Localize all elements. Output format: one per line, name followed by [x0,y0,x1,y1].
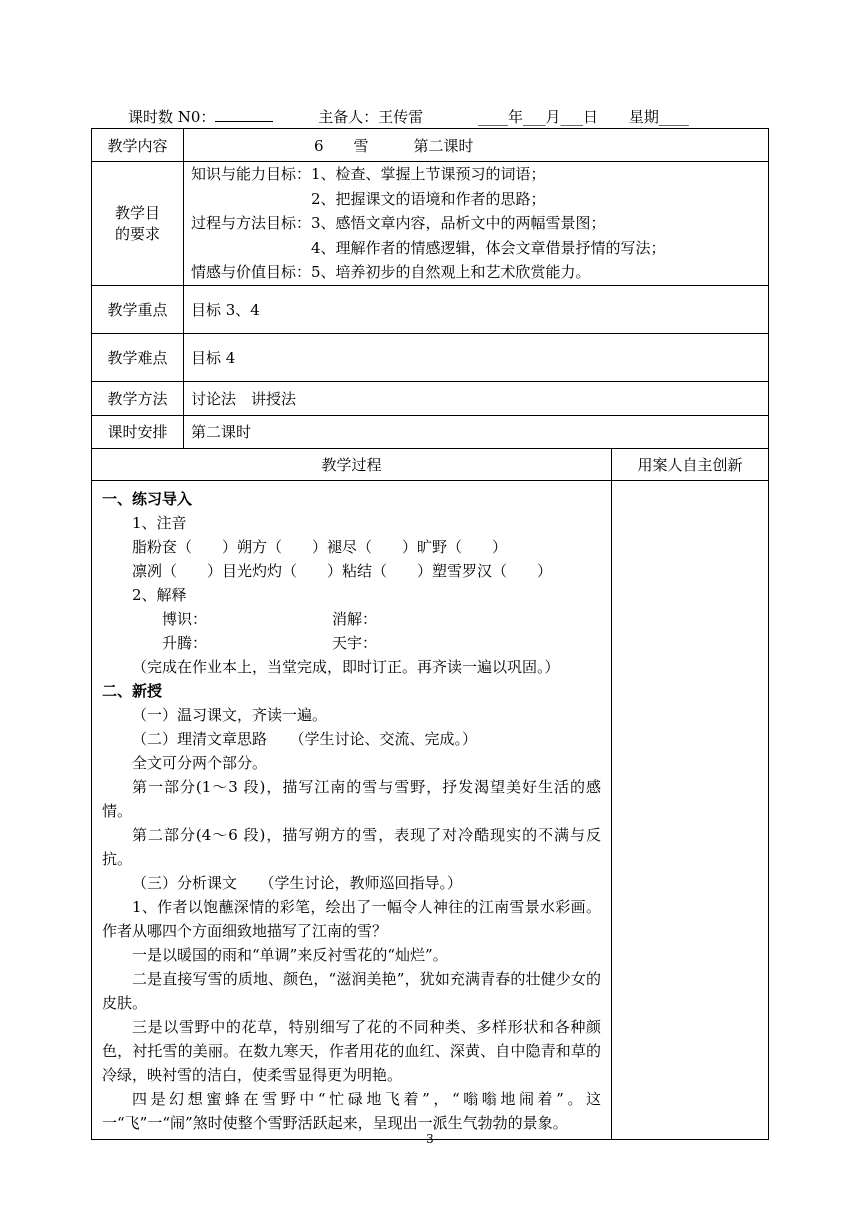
method-value: 讨论法 讲授法 [184,381,769,415]
row-schedule [92,415,769,448]
goal-line: 情感与价值目标：5、培养初步的自然观上和艺术欣赏能力。 [191,263,591,281]
pinyin-line: 脂粉奁（ ）朔方（ ）褪尽（ ）旷野（ ） [132,537,508,556]
process-label: 教学过程 [92,448,612,480]
instruction-note: （完成在作业本上，当堂完成，即时订正。再齐读一遍以巩固。） [132,657,560,676]
lesson-plan-table [91,128,769,1140]
row-key-points [92,285,769,333]
page-header [128,106,689,127]
schedule-label: 课时安排 [92,415,184,448]
paragraph: 四是幻想蜜蜂在雪野中“忙碌地飞着”，“嗡嗡地闹着”。这一“飞”一“闹”煞时使整个雪野活跃起来，呈现出一派生气勃勃的景象。 [102,1089,601,1132]
goal-line: 过程与方法目标：3、感悟文章内容，品析文中的两幅雪景图； [191,214,606,232]
key-label: 教学重点 [92,285,184,333]
goals-label: 教学目 的要求 [92,162,184,286]
innovation-label: 用案人自主创新 [612,448,769,480]
paragraph: 第一部分(1～3 段)，描写江南的雪与雪野，抒发渴望美好生活的感情。 [102,777,601,820]
row-goals [92,162,769,286]
goals-list [184,162,769,286]
weekday-field: 星期____ [628,108,689,126]
pinyin-line: 凛冽（ ）目光灼灼（ ）粘结（ ）塑雪罗汉（ ） [132,561,553,580]
explain-line: 升腾： 天宇： [162,633,378,652]
key-value: 目标 3、4 [184,285,769,333]
row-content [92,129,769,162]
innovation-cell [612,480,769,1139]
row-process-header [92,448,769,480]
lesson-number-blank [215,107,273,122]
paragraph: 1、作者以饱蘸深情的彩笔，绘出了一幅令人神往的江南雪景水彩画。作者从哪四个方面细致地描写了江南的雪？ [102,897,601,940]
goal-line: 4、理解作者的情感逻辑，体会文章借景抒情的写法； [191,238,666,257]
method-label: 教学方法 [92,381,184,415]
section-title: 二、新授 [102,681,163,700]
goal-line: 2、把握课文的语境和作者的思路； [191,189,546,208]
content-value: 6 雪 第二课时 [184,129,769,162]
section-title: 一、练习导入 [102,489,193,508]
preparer: 主备人：王传雷 [318,108,424,126]
step: （二）理清文章思路 （学生讨论、交流、完成。） [132,729,478,748]
page-number: 3 [426,1132,434,1146]
row-difficult-points [92,333,769,381]
subsection: 1、注音 [132,513,187,532]
step: （一）温习课文，齐读一遍。 [132,705,328,724]
paragraph: 二是直接写雪的质地、颜色，“滋润美艳”，犹如充满青春的壮健少女的皮肤。 [102,969,601,1012]
subsection: 2、解释 [132,585,187,604]
row-process-body [92,480,769,1139]
row-method [92,381,769,415]
difficult-value: 目标 4 [184,333,769,381]
explain-line: 博识： 消解： [162,609,378,628]
paragraph: 三是以雪野中的花草，特别细写了花的不同种类、多样形状和各种颜色，衬托雪的美丽。在数九寒天，作者用花的血红、深黄、自中隐青和草的冷绿，映衬雪的洁白，使柔雪显得更为明艳。 [102,1017,601,1084]
lesson-number-label: 课时数 N0： [128,108,216,126]
paragraph: 全文可分两个部分。 [132,753,268,772]
step: （三）分析课文 （学生讨论，教师巡回指导。） [132,873,463,892]
goal-line: 知识与能力目标：1、检查、掌握上节课预习的词语； [191,165,546,183]
paragraph: 第二部分(4～6 段)，描写朔方的雪，表现了对冷酷现实的不满与反抗。 [102,825,601,868]
content-label: 教学内容 [92,129,184,162]
schedule-value: 第二课时 [184,415,769,448]
difficult-label: 教学难点 [92,333,184,381]
process-content [92,480,612,1139]
date-field: ____年___月___日 [478,108,599,126]
paragraph: 一是以暖国的雨和“单调”来反衬雪花的“灿烂”。 [132,945,448,964]
